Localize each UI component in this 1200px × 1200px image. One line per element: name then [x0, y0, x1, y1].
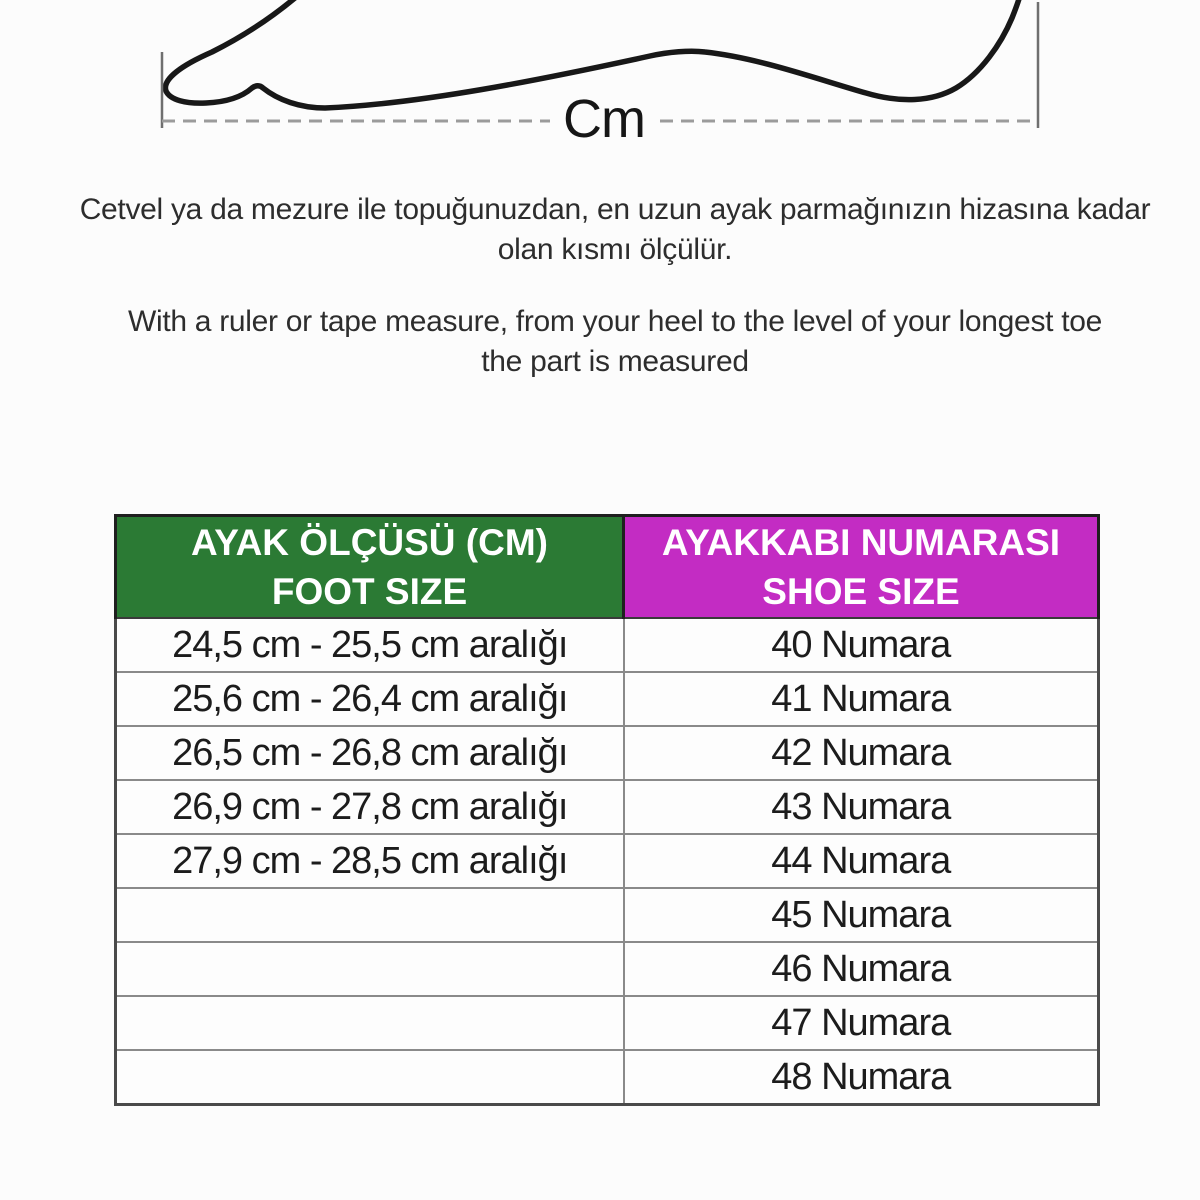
table-row — [116, 726, 1099, 780]
table-row — [116, 618, 1099, 672]
instruction-turkish-line2: olan kısmı ölçülür. — [497, 233, 733, 266]
instruction-turkish-line1: Cetvel ya da mezure ile topuğunuzdan, en uzun ayak parmağınızın hizasına kadar — [79, 193, 1151, 226]
shoe-number-cell: 43 Numara — [624, 780, 1099, 834]
instruction-english-line1: With a ruler or tape measure, from your heel to the level of your longest toe — [127, 305, 1103, 338]
shoe-number-cell: 47 Numara — [624, 996, 1099, 1050]
foot-range-cell: 27,9 cm - 28,5 cm aralığı — [116, 834, 624, 888]
foot-range-cell: 26,5 cm - 26,8 cm aralığı — [116, 726, 624, 780]
shoe-size-header-line2: SHOE SIZE — [762, 571, 960, 612]
shoe-number-cell: 44 Numara — [624, 834, 1099, 888]
cm-unit-label: Cm — [563, 89, 645, 149]
shoe-number-cell: 45 Numara — [624, 888, 1099, 942]
foot-range-cell: 26,9 cm - 27,8 cm aralığı — [116, 780, 624, 834]
foot-range-cell — [116, 996, 624, 1050]
foot-size-header-line2: FOOT SIZE — [271, 571, 468, 612]
shoe-number-cell: 48 Numara — [624, 1050, 1099, 1105]
table-row — [116, 942, 1099, 996]
table-row — [116, 672, 1099, 726]
shoe-number-cell: 46 Numara — [624, 942, 1099, 996]
instruction-english — [40, 302, 1190, 382]
foot-range-cell: 25,6 cm - 26,4 cm aralığı — [116, 672, 624, 726]
shoe-size-header — [624, 516, 1099, 619]
instruction-english-line2: the part is measured — [481, 345, 749, 378]
instruction-turkish — [40, 190, 1190, 270]
foot-range-cell: 24,5 cm - 25,5 cm aralığı — [116, 618, 624, 672]
foot-range-cell — [116, 942, 624, 996]
table-row — [116, 780, 1099, 834]
foot-range-cell — [116, 888, 624, 942]
table-row — [116, 996, 1099, 1050]
shoe-number-cell: 42 Numara — [624, 726, 1099, 780]
foot-size-header-line1: AYAK ÖLÇÜSÜ (CM) — [190, 522, 548, 563]
table-row — [116, 888, 1099, 942]
size-chart-table — [114, 514, 1100, 1106]
foot-size-header — [116, 516, 624, 619]
table-row — [116, 834, 1099, 888]
shoe-number-cell: 40 Numara — [624, 618, 1099, 672]
header-row — [116, 516, 1099, 619]
shoe-size-header-line1: AYAKKABI NUMARASI — [661, 522, 1061, 563]
foot-range-cell — [116, 1050, 624, 1105]
table-row — [116, 1050, 1099, 1105]
shoe-number-cell: 41 Numara — [624, 672, 1099, 726]
